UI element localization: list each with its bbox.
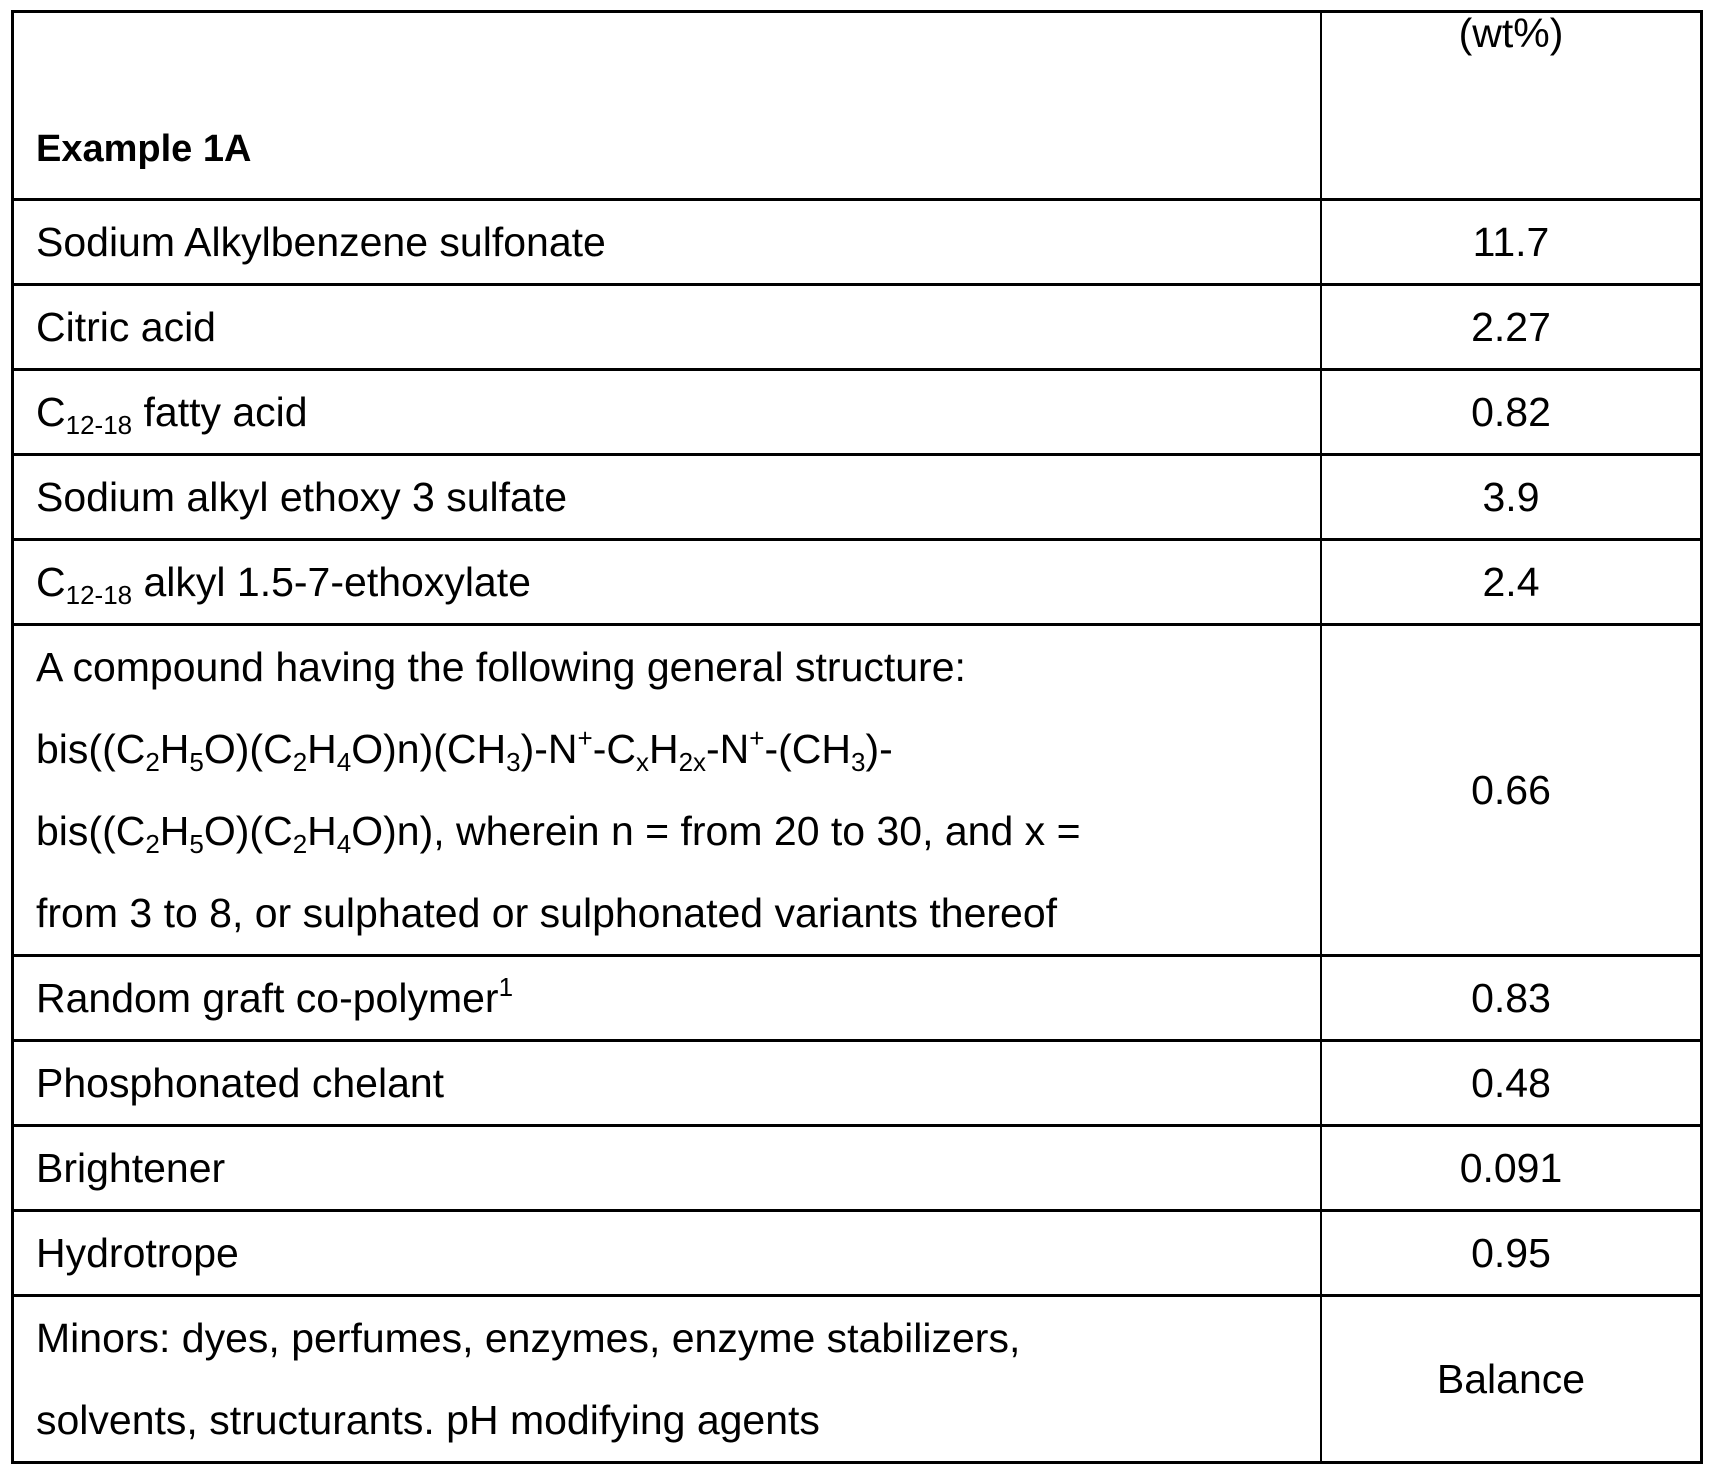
table-row [13,455,1702,540]
formula-text: fatty acid [132,389,308,435]
ingredient-name [13,1296,1322,1463]
ingredient-value: 0.66 [1321,625,1702,956]
subscript: 2x [678,747,707,777]
ingredient-value: 0.091 [1321,1126,1702,1211]
formula-text: -C [592,726,636,772]
superscript: + [577,723,593,753]
formula-text: bis((C [36,726,146,772]
formula-text: C [36,559,66,605]
compound-line-4: from 3 to 8, or sulphated or sulphonated variants thereof [36,890,1058,936]
compound-formula-line-3 [36,790,1320,872]
formula-text: H [159,808,190,854]
ingredient-text: Random graft co-polymer [36,975,499,1021]
table-row [13,1211,1702,1296]
formula-text: O)(C [203,726,293,772]
ingredient-value: Balance [1321,1296,1702,1463]
minors-line-2: solvents, structurants. pH modifying agents [36,1397,820,1443]
table-row [13,1041,1702,1126]
ingredient-value: 0.48 [1321,1041,1702,1126]
table-row [13,956,1702,1041]
subscript: 12-18 [65,410,133,440]
ingredient-name: Sodium alkyl ethoxy 3 sulfate [13,455,1322,540]
table-row [13,285,1702,370]
formula-text: bis((C [36,808,146,854]
formula-text: -N [706,726,750,772]
ingredient-name [13,625,1322,956]
subscript: 3 [851,747,866,777]
compound-line-1: A compound having the following general structure: [36,644,966,690]
ingredient-value: 2.4 [1321,540,1702,625]
ingredient-name: Phosphonated chelant [13,1041,1322,1126]
ingredient-name: Citric acid [13,285,1322,370]
formula-text: )-N [520,726,578,772]
ingredient-value: 11.7 [1321,200,1702,285]
unit-header: (wt%) [1321,12,1702,200]
ingredient-value: 3.9 [1321,455,1702,540]
ingredient-value: 0.82 [1321,370,1702,455]
table-row [13,1296,1702,1463]
ingredient-value: 2.27 [1321,285,1702,370]
formulation-table [11,10,1703,1464]
formula-text: )- [865,726,893,772]
table-row [13,370,1702,455]
ingredient-name [13,540,1322,625]
formula-text: , wherein n = from 20 to 30, and x = [433,808,1081,854]
formula-text: H [159,726,190,772]
ingredient-name [13,370,1322,455]
subscript: 2 [145,747,160,777]
subscript: 12-18 [65,580,133,610]
formula-text: H [307,808,337,854]
subscript: 2 [292,747,308,777]
subscript: 3 [506,747,521,777]
ingredient-value: 0.83 [1321,956,1702,1041]
formula-text: -(CH [764,726,852,772]
minors-line-1: Minors: dyes, perfumes, enzymes, enzyme stabilizers, [36,1315,1021,1361]
formula-text: alkyl 1.5-7-ethoxylate [132,559,531,605]
example-title: Example 1A [13,12,1322,200]
formula-text: O)(C [203,808,293,854]
ingredient-name [13,956,1322,1041]
subscript: 4 [336,747,352,777]
compound-formula-line-2 [36,708,1320,790]
footnote-marker: 1 [498,972,514,1002]
formula-text: O)n)(CH [351,726,507,772]
formula-text: O)n) [351,808,434,854]
subscript: 2 [145,829,160,859]
subscript: 4 [336,829,352,859]
superscript: + [749,723,765,753]
subscript: 2 [292,829,308,859]
subscript: 5 [189,747,204,777]
table-row [13,1126,1702,1211]
ingredient-name: Sodium Alkylbenzene sulfonate [13,200,1322,285]
table-header-row [13,12,1702,200]
formula-text: C [36,389,66,435]
table-row [13,540,1702,625]
subscript: 5 [189,829,204,859]
table-row [13,200,1702,285]
ingredient-name: Brightener [13,1126,1322,1211]
formula-text: H [648,726,679,772]
subscript: x [635,747,649,777]
formula-text: H [307,726,337,772]
table-row [13,625,1702,956]
ingredient-name: Hydrotrope [13,1211,1322,1296]
ingredient-value: 0.95 [1321,1211,1702,1296]
